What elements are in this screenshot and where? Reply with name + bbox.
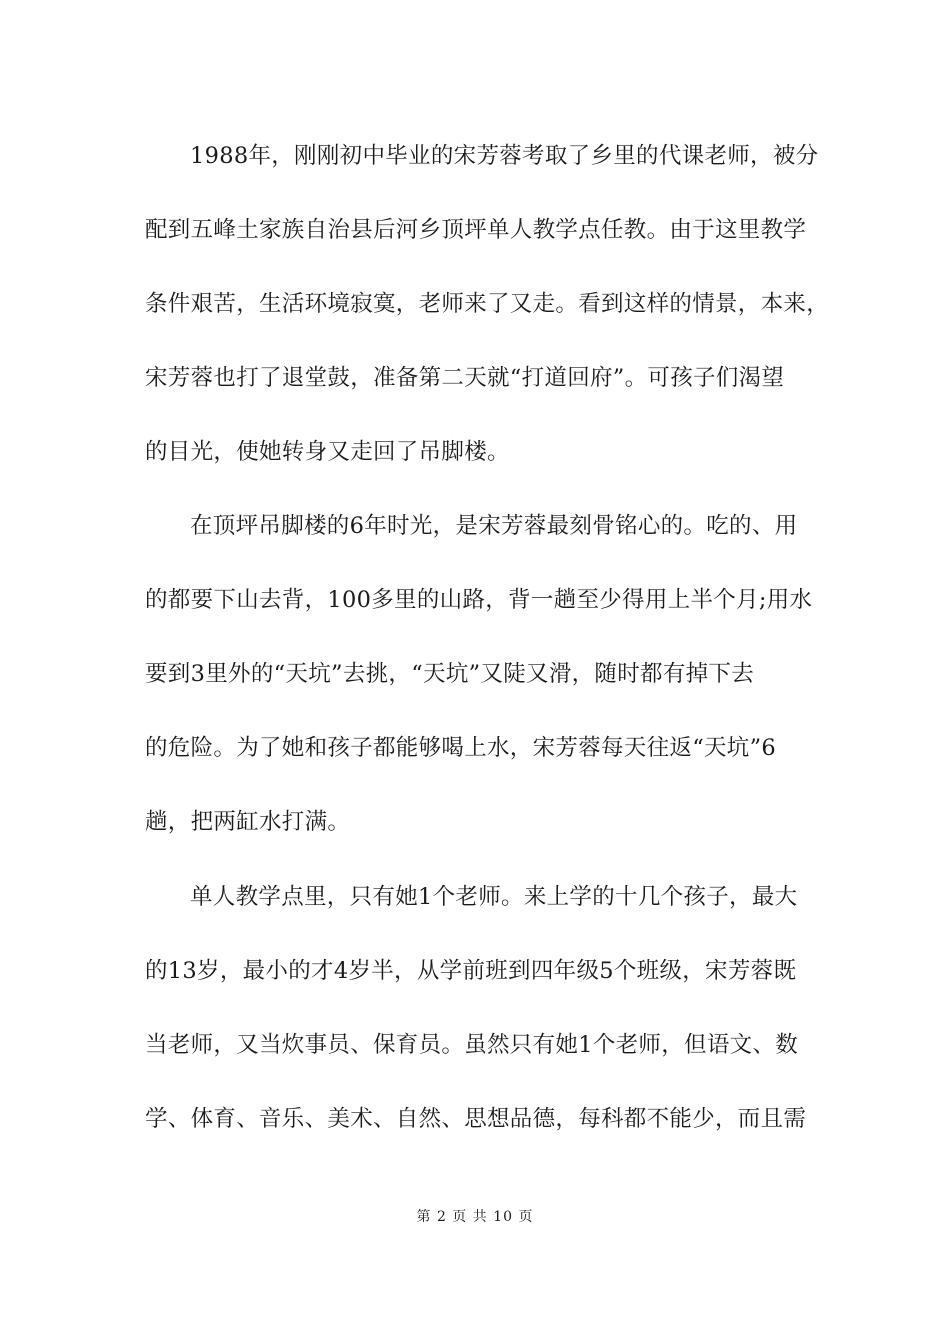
paragraph-3-line-3: 当老师，又当炊事员、保育员。虽然只有她1个老师，但语文、数 <box>145 1032 799 1058</box>
paragraph-2-line-1: 在顶坪吊脚楼的6年时光，是宋芳蓉最刻骨铭心的。吃的、用 <box>190 513 798 539</box>
paragraph-2-line-4: 的危险。为了她和孩子都能够喝上水，宋芳蓉每天往返“天坑”6 <box>145 735 777 761</box>
paragraph-3-line-2: 的13岁，最小的才4岁半，从学前班到四年级5个班级，宋芳蓉既 <box>145 958 797 984</box>
paragraph-2-line-2: 的都要下山去背，100多里的山路，背一趟至少得用上半个月;用水 <box>145 587 813 613</box>
paragraph-1-line-5: 的目光，使她转身又走回了吊脚楼。 <box>145 439 510 465</box>
paragraph-1-line-4: 宋芳蓉也打了退堂鼓，准备第二天就“打道回府”。可孩子们渴望 <box>145 365 785 391</box>
paragraph-3-line-4: 学、体育、音乐、美术、自然、思想品德，每科都不能少，而且需 <box>145 1106 807 1132</box>
paragraph-3-line-1: 单人教学点里，只有她1个老师。来上学的十几个孩子，最大 <box>190 884 798 910</box>
paragraph-1-line-1: 1988年，刚刚初中毕业的宋芳蓉考取了乡里的代课老师，被分 <box>190 143 819 169</box>
paragraph-2-line-5: 趟，把两缸水打满。 <box>145 809 351 835</box>
paragraph-1-line-3: 条件艰苦，生活环境寂寞，老师来了又走。看到这样的情景，本来， <box>145 291 830 317</box>
paragraph-2-line-3: 要到3里外的“天坑”去挑，“天坑”又陡又滑，随时都有掉下去 <box>145 661 755 687</box>
page-number-footer: 第 2 页 共 10 页 <box>416 1209 534 1225</box>
paragraph-1-line-2: 配到五峰土家族自治县后河乡顶坪单人教学点任教。由于这里教学 <box>145 217 807 243</box>
